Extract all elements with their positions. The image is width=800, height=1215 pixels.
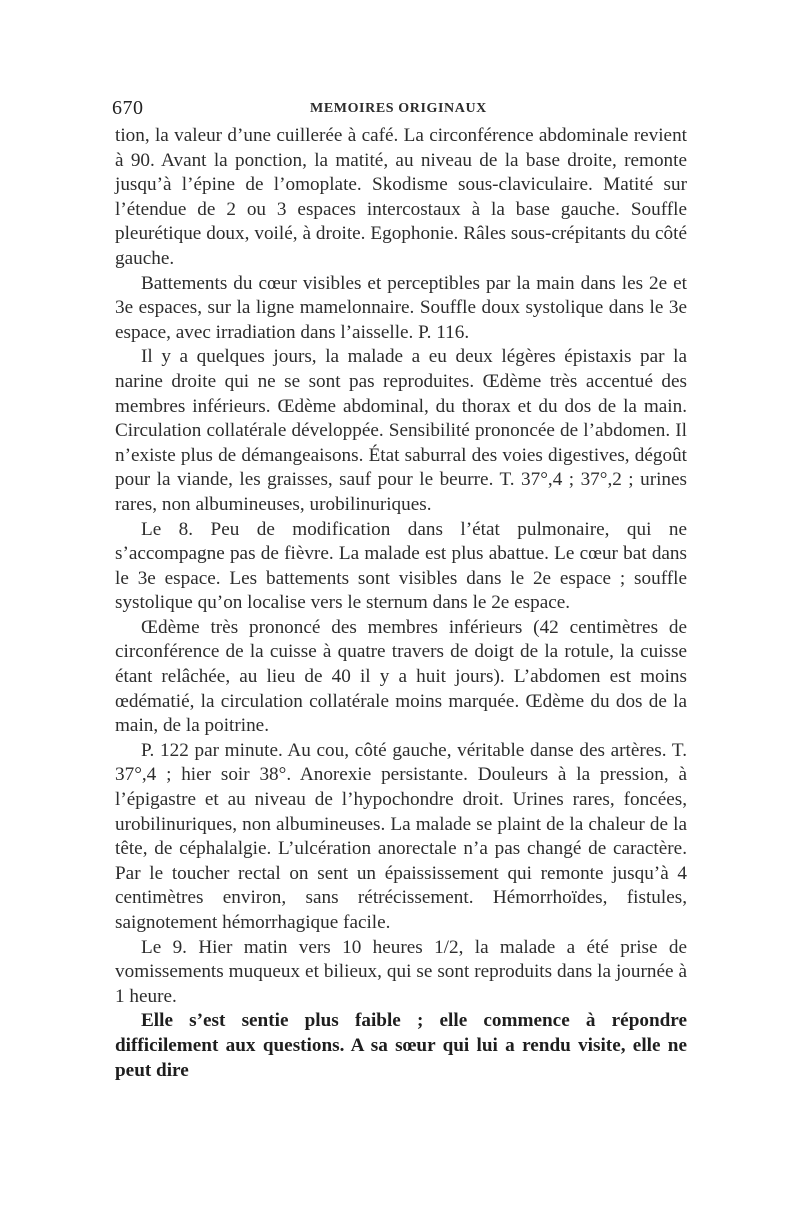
paragraph-3: Il y a quelques jours, la malade a eu deux légères épistaxis par la narine droite qui ne se sont pas reproduites. Œdème très accentué des membres inférieurs. Œdème abdominal, du thorax et du dos de la main. Circulation collatérale développée. Sensibilité prononcée de l’abdomen. Il n’existe plus de démangeaisons. État saburral des voies digestives, dégoût pour la viande, les graisses, sauf pour le beurre. T. 37°,4 ; 37°,2 ; urines rares, non albumineuses, urobilinuriques.	[115, 346, 687, 515]
running-title: MEMOIRES ORIGINAUX	[310, 101, 487, 116]
page-number: 670	[112, 97, 144, 119]
paragraph-5: Œdème très prononcé des membres inférieurs (42 centimètres de circonférence de la cuisse à quatre travers de doigt de la rotule, la cuisse étant relâchée, au lieu de 40 il y a huit jours). L’abdomen est moins œdématié, la circulation collatérale moins marquée. Œdème du dos de la main, de la poitrine.	[115, 616, 687, 737]
page-header	[112, 97, 688, 127]
paragraph-1: tion, la valeur d’une cuillerée à café. La circonférence abdominale revient à 90. Avant la ponction, la matité, au niveau de la base droite, remonte jusqu’à l’épine de l’omoplate. Skodisme sous-claviculaire. Matité sur l’étendue de 2 ou 3 espaces intercostaux à la base gauche. Souffle pleurétique doux, voilé, à droite. Egophonie. Râles sous-crépitants du côté gauche.	[115, 125, 687, 269]
paragraph-6: P. 122 par minute. Au cou, côté gauche, véritable danse des artères. T. 37°,4 ; hier soir 38°. Anorexie persistante. Douleurs à la pression, à l’épigastre et au niveau de l’hypochondre droit. Urines rares, foncées, urobilinuriques, non albumineuses. La malade se plaint de la chaleur de la tête, de céphalalgie. L’ulcération anorectale n’a pas changé de caractère. Par le toucher rectal on sent un épaississement qui remonte jusqu’à 4 centimètres environ, sans rétrécissement. Hémorrhoïdes, fistules, saignotement hémorrhagique facile.	[115, 739, 687, 933]
paragraph-2: Battements du cœur visibles et perceptibles par la main dans les 2e et 3e espaces, sur la ligne mamelonnaire. Souffle doux systolique dans le 3e espace, avec irradiation dans l’aisselle. P. 116.	[115, 272, 687, 343]
paragraph-8: Elle s’est sentie plus faible ; elle commence à répondre difficilement aux questions. A sa sœur qui lui a rendu visite, elle ne peut dire	[115, 1010, 687, 1081]
body-text	[115, 124, 687, 1083]
paragraph-4: Le 8. Peu de modification dans l’état pulmonaire, qui ne s’accompagne pas de fièvre. La malade est plus abattue. Le cœur bat dans le 3e espace. Les battements sont visibles dans le 2e espace ; souffle systolique qu’on localise vers le sternum dans le 2e espace.	[115, 518, 687, 614]
paragraph-7: Le 9. Hier matin vers 10 heures 1/2, la malade a été prise de vomissements muqueux et bilieux, qui se sont reproduits dans la journée à 1 heure.	[115, 936, 687, 1007]
